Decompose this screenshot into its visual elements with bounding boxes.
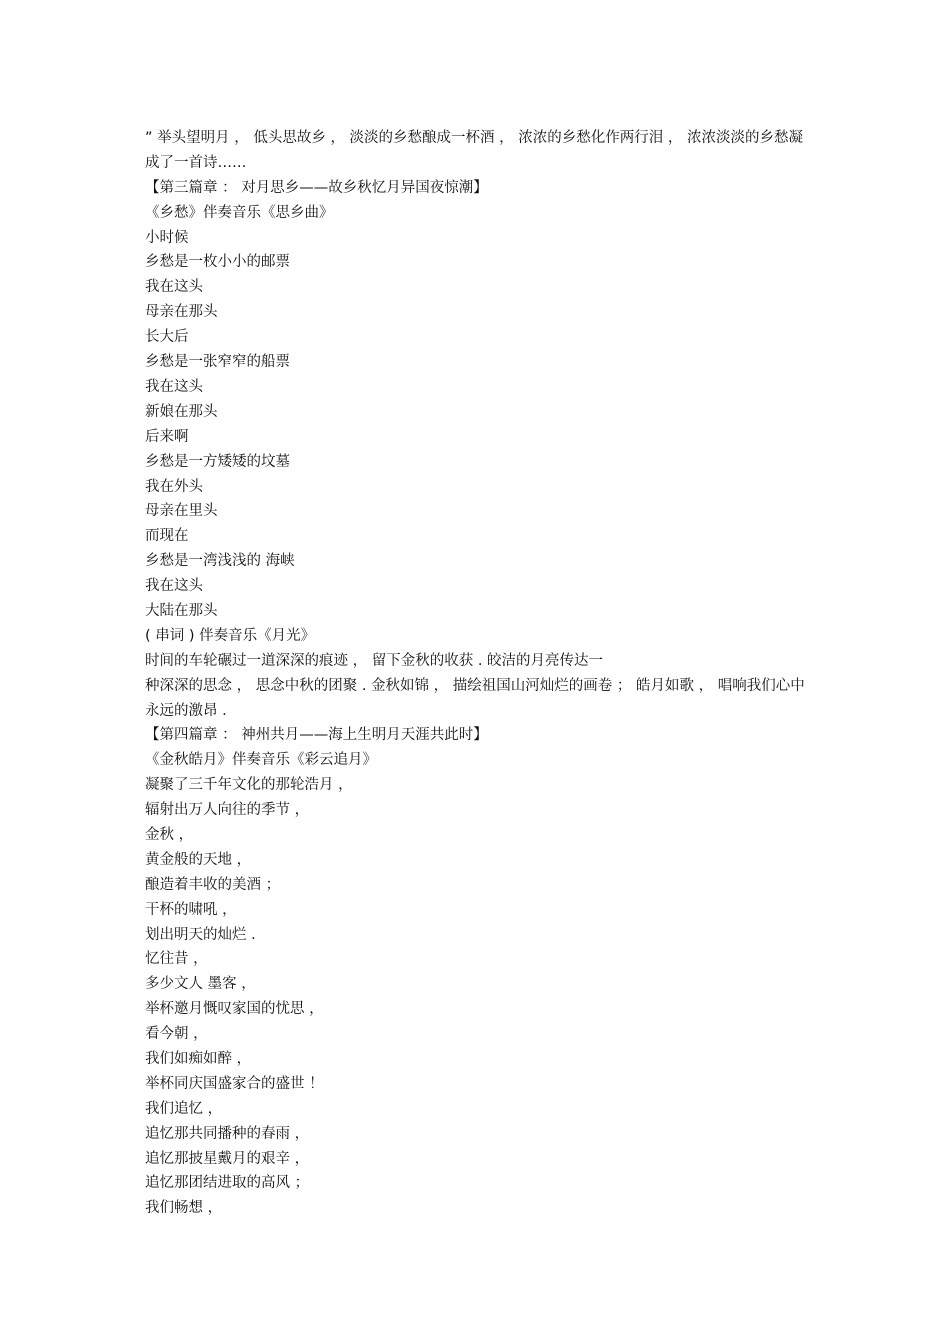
poem-line: 金秋 ， (145, 827, 194, 843)
poem-line: 我们如痴如醉 ， (145, 1051, 252, 1068)
poem-line: 我们追忆 ， (145, 1100, 223, 1117)
chapter-4-subtitle: 《金秋皓月》伴奏音乐《彩云追月》 (145, 752, 377, 769)
poem-line: 举杯同庆国盛家合的盛世 ！ (145, 1075, 324, 1092)
poem-line: 举杯邀月慨叹家国的忧思 ， (145, 1001, 324, 1018)
poem-line: 长大后 (145, 329, 189, 346)
poem-line: 乡愁是一湾浅浅的 海峡 (145, 553, 295, 570)
chapter-3-title: 【第三篇章 ： 对月思乡——故乡秋忆月异国夜惊潮】 (145, 179, 488, 196)
interlude-first-line: 时间的车轮碾过一道深深的痕迹 ， 留下金秋的收获 . 皎洁的月亮传达一 (145, 652, 604, 669)
poem-xiangchou (145, 226, 815, 624)
interlude-paragraph: 种深深的思念 ， 思念中秋的团聚 . 金秋如锦 ， 描绘祖国山河灿烂的画卷 ； 皓月如歌 ， 唱响我们心中永远的激昂 . (145, 677, 805, 719)
poem-line: 小时候 (145, 229, 189, 246)
poem-line: 大陆在那头 (145, 602, 218, 619)
poem-line: 黄金般的天地 ， (145, 851, 252, 868)
poem-jinqiu-haoyue (145, 773, 815, 1221)
poem-line: 看今朝 ， (145, 1026, 208, 1043)
poem-line: 而现在 (145, 528, 189, 545)
poem-line: 我在这头 (145, 578, 203, 595)
poem-line: 追忆那披星戴月的艰辛 ， (145, 1150, 310, 1167)
poem-line: 乡愁是一方矮矮的坟墓 (145, 453, 290, 470)
poem-line: 忆往昔 ， (145, 951, 208, 968)
poem-line: 凝聚了三千年文化的那轮浩月 ， (145, 777, 353, 794)
chapter-4-title: 【第四篇章 ： 神州共月——海上生明月天涯共此时】 (145, 727, 488, 744)
poem-line: 追忆那团结进取的高风 ； (145, 1175, 310, 1192)
poem-line: 我在这头 (145, 378, 203, 395)
poem-line: 母亲在那头 (145, 304, 218, 321)
poem-line: 多少文人 墨客 ， (145, 976, 256, 993)
poem-line: 新娘在那头 (145, 403, 218, 420)
document-body (145, 126, 815, 1221)
interlude-title: ( 串词 ) 伴奏音乐《月光》 (145, 627, 316, 644)
chapter-3-subtitle: 《乡愁》伴奏音乐《思乡曲》 (145, 204, 334, 221)
poem-line: 母亲在里头 (145, 503, 218, 520)
poem-line: 乡愁是一枚小小的邮票 (145, 254, 290, 271)
poem-line: 酿造着丰收的美酒 ； (145, 876, 281, 893)
poem-line: 追忆那共同播种的春雨 ， (145, 1125, 310, 1142)
poem-line: 我在外头 (145, 478, 203, 495)
intro-paragraph: ” 举头望明月 ， 低头思故乡 ， 淡淡的乡愁酿成一杯酒 ， 浓浓的乡愁化作两行泪 ， 浓浓淡淡的乡愁凝成了一首诗…… (145, 130, 803, 171)
poem-line: 我在这头 (145, 279, 203, 296)
poem-line: 后来啊 (145, 428, 189, 445)
poem-line: 我们畅想 ， (145, 1200, 223, 1217)
poem-line: 乡愁是一张窄窄的船票 (145, 354, 290, 371)
poem-line: 干杯的啸吼 ， (145, 901, 237, 918)
poem-line: 划出明天的灿烂 . (145, 926, 256, 943)
poem-line: 辐射出万人向往的季节 ， (145, 802, 310, 819)
